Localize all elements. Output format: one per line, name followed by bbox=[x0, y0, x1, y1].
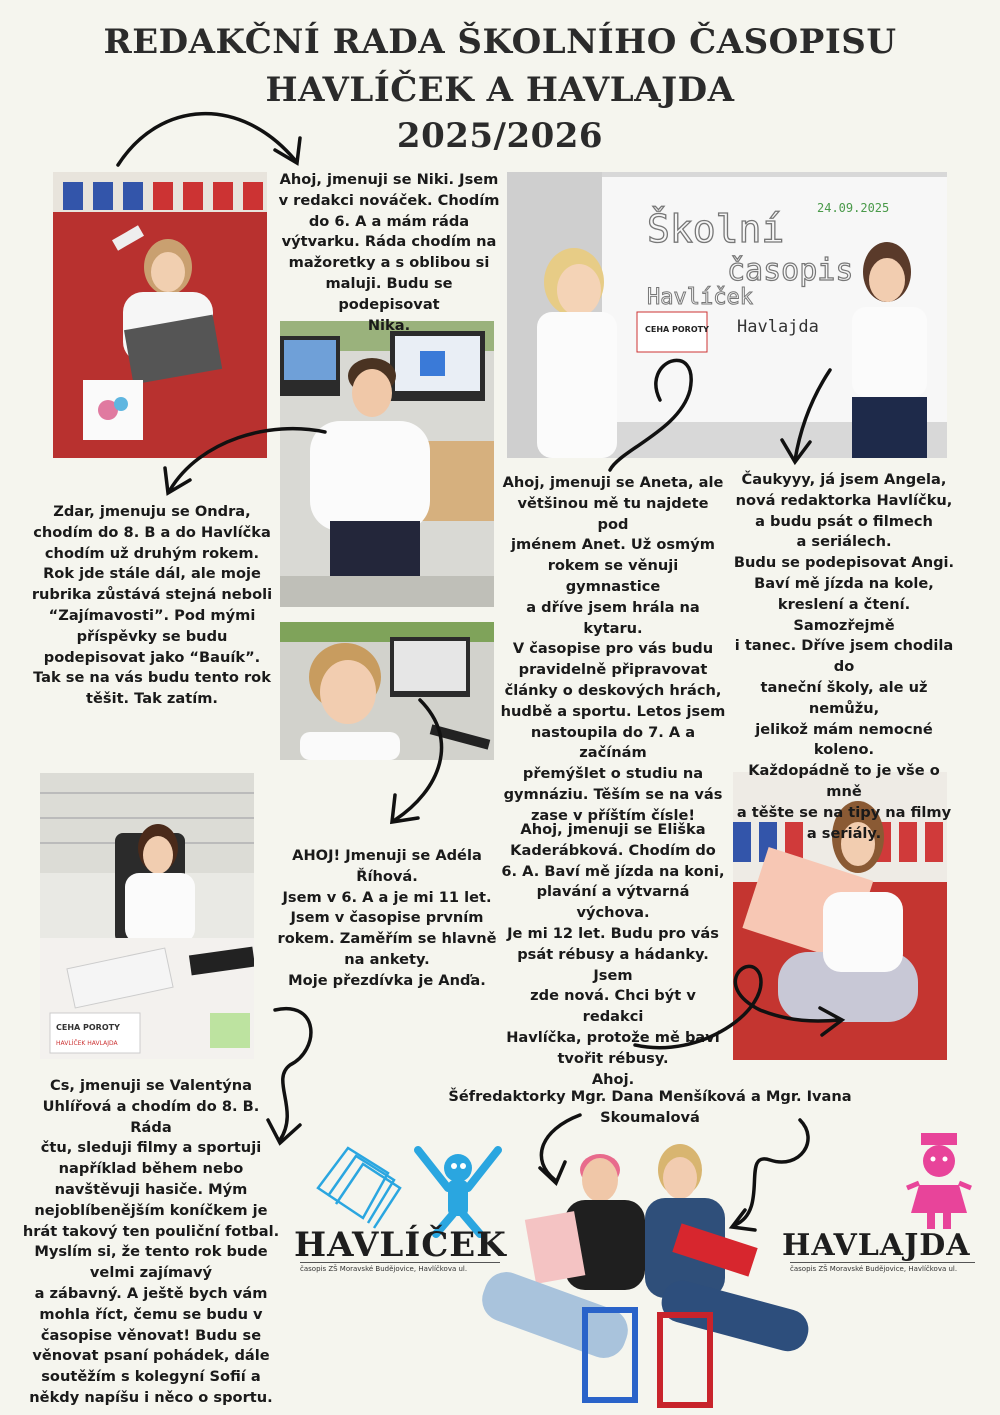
page-title-line1: REDAKČNÍ RADA ŠKOLNÍHO ČASOPISU bbox=[103, 22, 897, 62]
whiteboard-date: 24.09.2025 bbox=[817, 201, 890, 215]
photo-adela bbox=[280, 622, 494, 760]
page-title-year: 2025/2026 bbox=[396, 116, 604, 156]
photo-ondra bbox=[280, 321, 494, 607]
bio-adela: AHOJ! Jmenuji se Adéla Říhová. Jsem v 6. A a je mi 11 let. Jsem v časopise prvním rokem. Zaměřím se hlavně na ankety. Moje přezdívka je Anďa. bbox=[277, 847, 497, 989]
whiteboard-word3: Havlíček bbox=[647, 285, 753, 310]
havlajda-logo-sub: časopis ZŠ Moravské Budějovice, Havlíčkova ul. bbox=[790, 1262, 975, 1273]
havlicek-logo-icon bbox=[308, 1128, 508, 1238]
bio-niki: Ahoj, jmenuji se Niki. Jsem v redakci nováček. Chodím do 6. A a mám ráda výtvarku. Ráda chodím na mažoretky a s oblibou si maluji. Budu se podepisovat Nika. bbox=[278, 171, 500, 334]
arrow-icon-valentyna bbox=[275, 1009, 311, 1140]
bio-aneta: Ahoj, jmenuji se Aneta, ale většinou mě tu najdete pod jménem Anet. Už osmým rokem se věnuji gymnastice a dříve jsem hrála na kytaru. V časopise pro vás budu pravidelně připravovat články o deskových hrách, hudbě a sportu. Letos jsem nastoupila do 7. A a začínám přemýšlet o studiu na gymnáziu. Těším se na vás zase v příštím čísle! bbox=[500, 474, 726, 824]
bio-valentyna: Cs, jmenuji se Valentýna Uhlířová a chodím do 8. B. Ráda čtu, sleduji filmy a sportuji například během nebo navštěvuji hasiče. Mým nejoblíbenějším koníčkem je hrát takový ten pouliční fotbal. Myslím si, že tento rok bude velmi zajímavý a zábavný. A ještě bych vám mohla říct, čemu se budu v časopise věnovat! Budu se věnovat psaní pohádek, dále soutěžím s kolegyní Sofií a někdy napíšu i něco o sportu. bbox=[22, 1077, 280, 1406]
havlicek-logo-name: HAVLÍČEK bbox=[294, 1225, 507, 1265]
photo-whiteboard bbox=[507, 172, 947, 458]
whiteboard-word4: Havlajda bbox=[737, 317, 819, 337]
whiteboard-word2: časopis bbox=[727, 253, 854, 288]
havlajda-logo-icon bbox=[905, 1133, 973, 1233]
bio-eliska: Ahoj, jmenuji se Eliška Kaderábková. Chodím do 6. A. Baví mě jízda na koni, plavání a výtvarná výchova. Je mi 12 let. Budu pro vás psát rébusy a hádanky. Jsem zde nová. Chci být v redakci Havlíčka, protože mě baví tvořit rébusy. Ahoj. bbox=[501, 821, 725, 1088]
magazine-cover-text: CEHA POROTY bbox=[56, 1023, 120, 1032]
bio-ondra: Zdar, jmenuju se Ondra, chodím do 8. B a do Havlíčka chodím už druhým rokem. Rok jde stále dál, ale moje rubrika zůstává stejná neboli “Zajímavosti”. Pod mými příspěvky se budu podepisovat jako “Bauík”. Tak se na vás budu tento rok těšit. Tak zatím. bbox=[31, 503, 273, 708]
havlajda-logo-name: HAVLAJDA bbox=[782, 1228, 971, 1263]
magazine-cover-name: HAVLÍČEK HAVLAJDA bbox=[56, 1040, 118, 1047]
photo-valentyna bbox=[40, 773, 254, 1059]
page-title-line2: HAVLÍČEK A HAVLAJDA bbox=[265, 70, 735, 110]
havlicek-logo-sub: časopis ZŠ Moravské Budějovice, Havlíčkova ul. bbox=[300, 1262, 500, 1273]
photo-niki bbox=[53, 172, 267, 458]
whiteboard-poster: CEHA POROTY bbox=[645, 325, 709, 334]
bio-angela: Čaukyyy, já jsem Angela, nová redaktorka Havlíčku, a budu psát o filmech a seriálech. Budu se podepisovat Angi. Baví mě jízda na kole, kreslení a čtení. Samozřejmě i tanec. Dříve jsem chodila do taneční školy, ale už nemůžu, jelikož mám nemocné koleno. Každopádně to je vše o mně a těšte se na tipy na filmy a seriály. bbox=[733, 471, 955, 842]
photo-editors bbox=[470, 1140, 840, 1410]
editors-caption: Šéfredaktorky Mgr. Dana Menšíková a Mgr. Ivana Skoumalová bbox=[448, 1088, 852, 1126]
whiteboard-word1: Školní bbox=[647, 207, 785, 251]
